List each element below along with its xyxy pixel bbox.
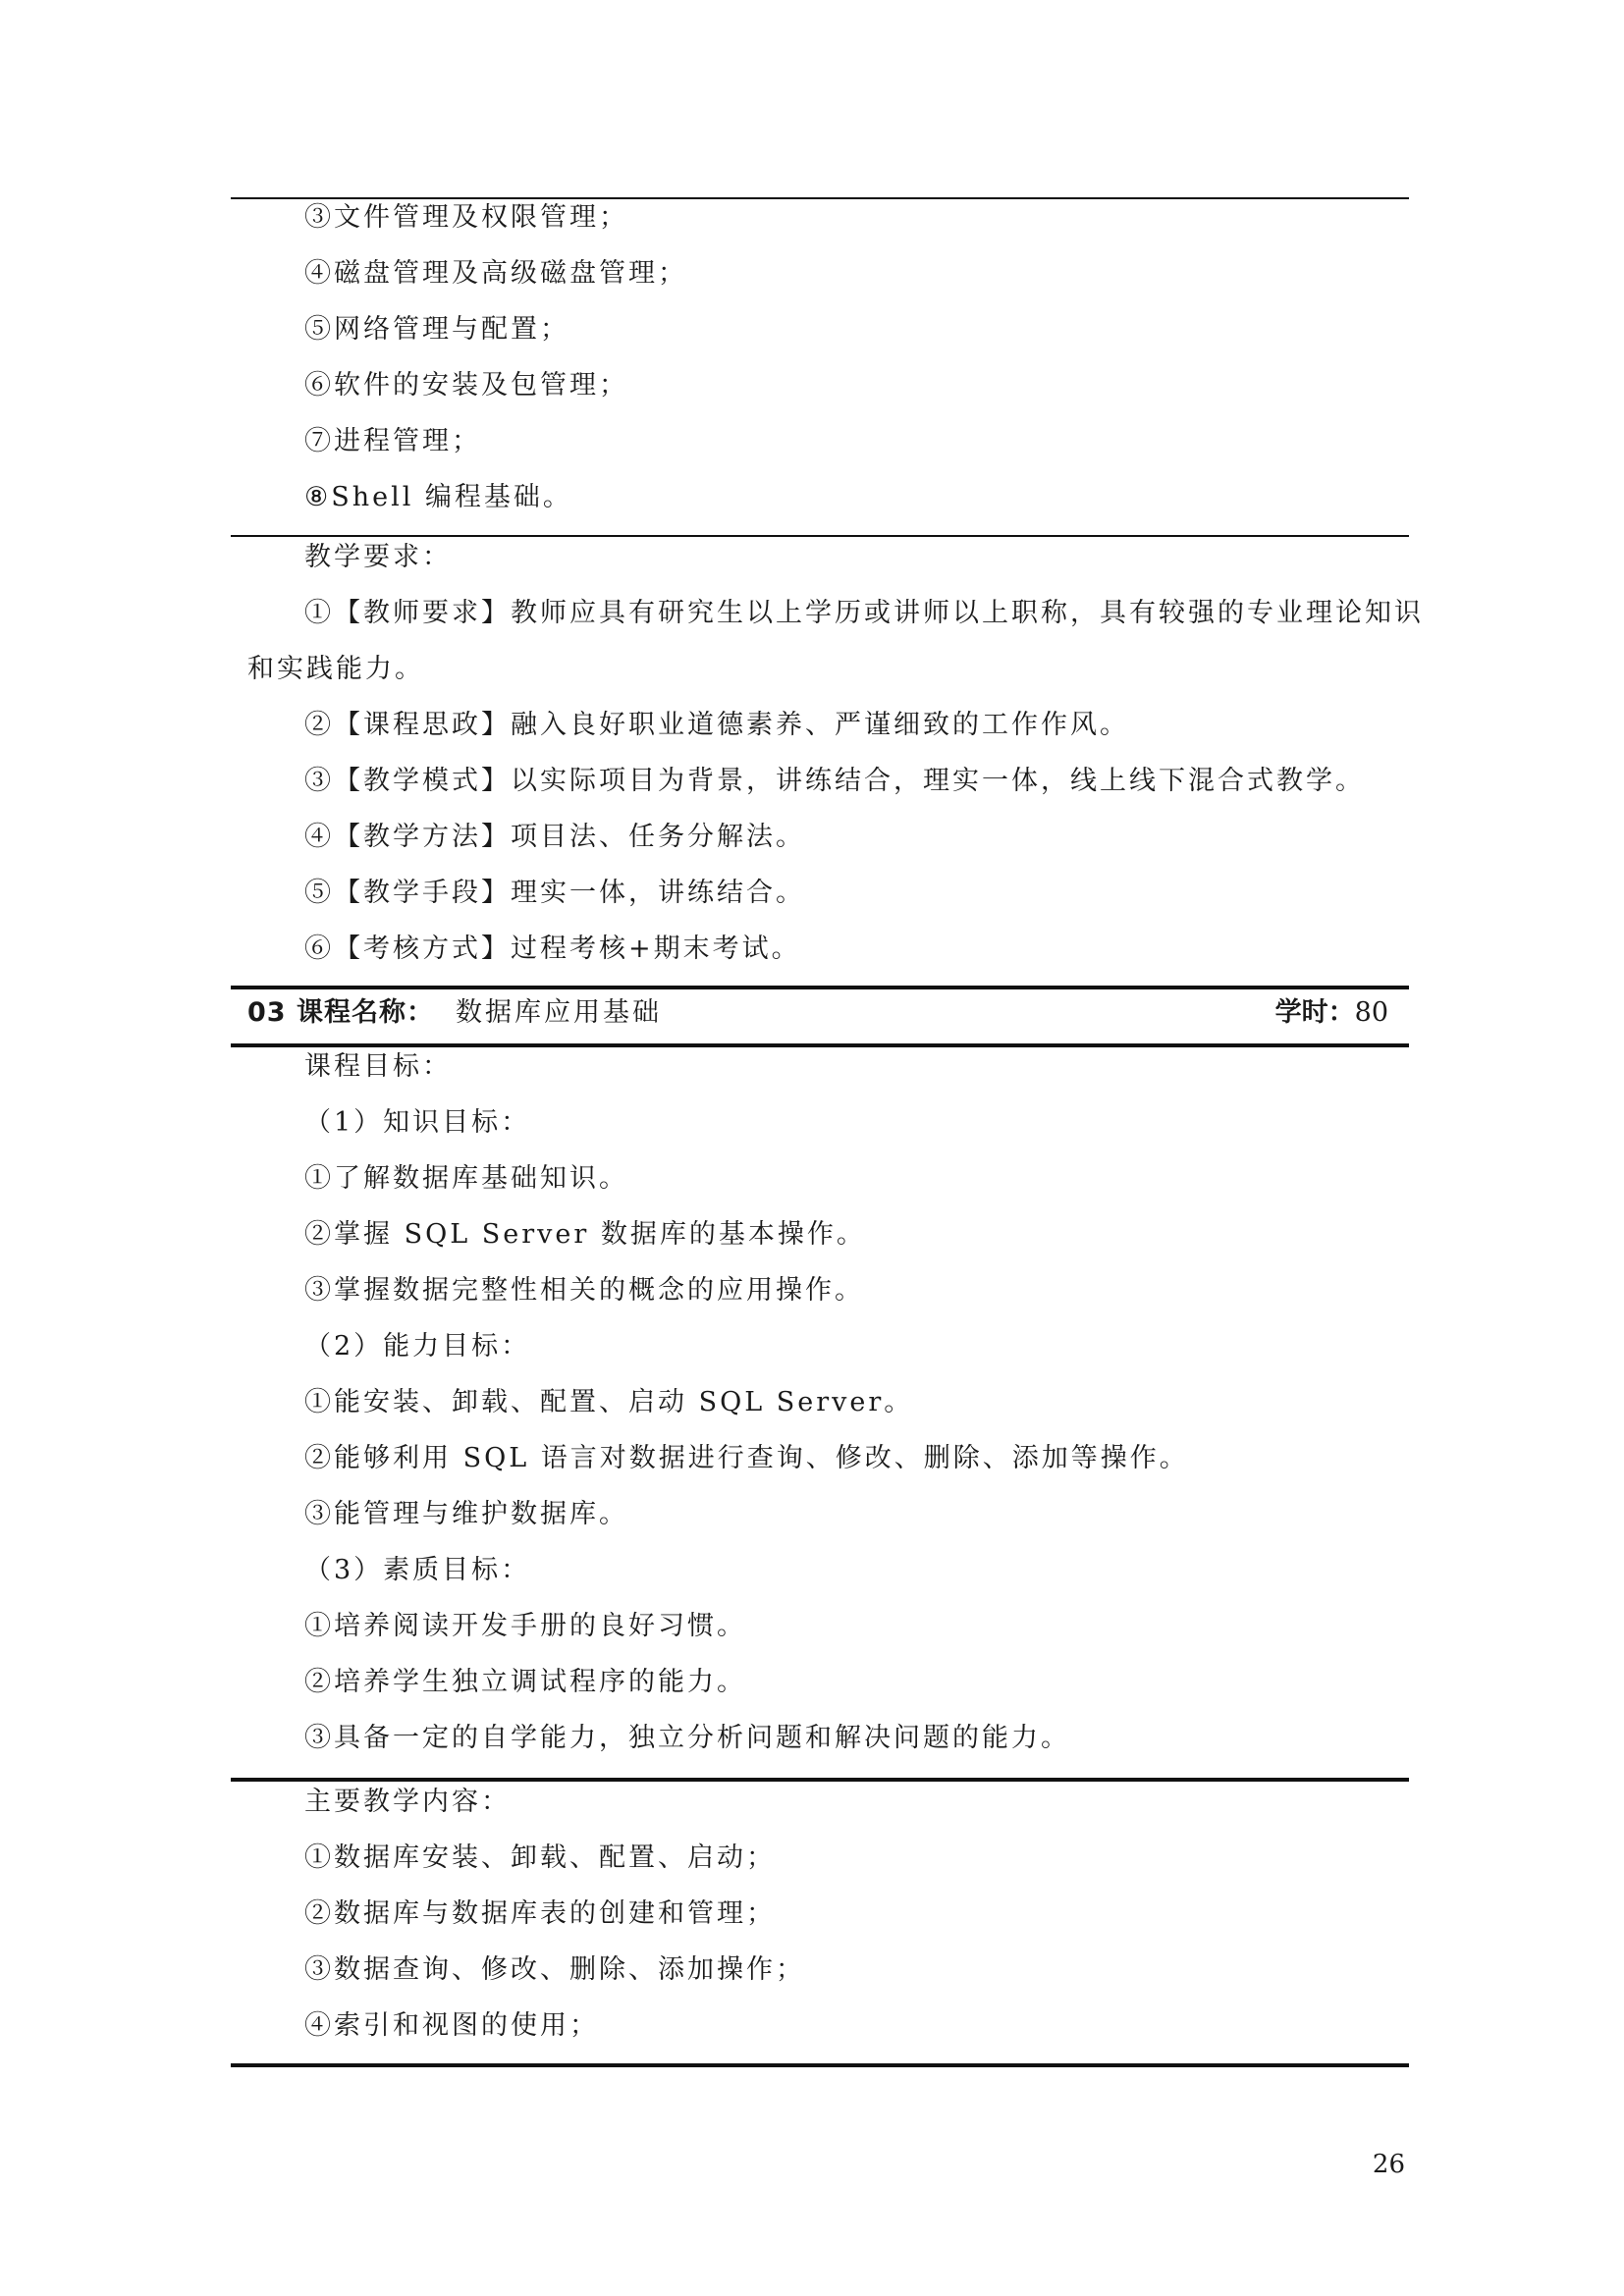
hours-label: 学时： bbox=[1274, 997, 1355, 1028]
requirement-item: ④【教学方法】项目法、任务分解法。 bbox=[304, 822, 805, 852]
requirement-item-continued: 和实践能力。 bbox=[247, 654, 424, 684]
course-label: 03 课程名称： bbox=[247, 997, 434, 1028]
content-item: ⑦进程管理； bbox=[304, 426, 481, 456]
hours-value: 80 bbox=[1354, 997, 1388, 1028]
objective-line: ③掌握数据完整性相关的概念的应用操作。 bbox=[304, 1275, 864, 1306]
course-title: 数据库应用基础 bbox=[456, 997, 662, 1028]
table-rule-thick bbox=[231, 1778, 1409, 1782]
objective-line: ①培养阅读开发手册的良好习惯。 bbox=[304, 1611, 746, 1641]
section-heading: 教学要求： bbox=[304, 542, 452, 572]
requirement-item: ⑤【教学手段】理实一体，讲练结合。 bbox=[304, 878, 805, 908]
table-rule-thick bbox=[231, 2063, 1409, 2067]
table-rule bbox=[231, 197, 1409, 199]
main-content-line: 主要教学内容： bbox=[304, 1787, 511, 1817]
requirement-item: ③【教学模式】以实际项目为背景，讲练结合，理实一体，线上线下混合式教学。 bbox=[304, 766, 1365, 796]
main-content-line: ④索引和视图的使用； bbox=[304, 2010, 599, 2041]
main-content-line: ②数据库与数据库表的创建和管理； bbox=[304, 1898, 776, 1929]
content-item: ⑧Shell 编程基础。 bbox=[304, 482, 572, 512]
objective-line: （3）素质目标： bbox=[304, 1555, 531, 1585]
objective-line: ③能管理与维护数据库。 bbox=[304, 1499, 628, 1529]
content-item: ⑤网络管理与配置； bbox=[304, 314, 569, 345]
main-content-line: ①数据库安装、卸载、配置、启动； bbox=[304, 1842, 776, 1873]
main-content-line: ③数据查询、修改、删除、添加操作； bbox=[304, 1954, 805, 1985]
table-rule-thick bbox=[231, 1043, 1409, 1047]
requirement-item: ②【课程思政】融入良好职业道德素养、严谨细致的工作作风。 bbox=[304, 710, 1129, 740]
objective-line: ①能安装、卸载、配置、启动 SQL Server。 bbox=[304, 1387, 914, 1417]
objective-line: ②能够利用 SQL 语言对数据进行查询、修改、删除、添加等操作。 bbox=[304, 1443, 1189, 1473]
content-item: ③文件管理及权限管理； bbox=[304, 202, 628, 233]
objective-line: ①了解数据库基础知识。 bbox=[304, 1163, 628, 1194]
page-number: 26 bbox=[1372, 2150, 1405, 2179]
content-item: ⑥软件的安装及包管理； bbox=[304, 370, 628, 400]
objective-line: （2）能力目标： bbox=[304, 1331, 531, 1362]
objective-line: （1）知识目标： bbox=[304, 1107, 531, 1138]
course-hours bbox=[1275, 993, 1388, 1033]
objective-line: ②培养学生独立调试程序的能力。 bbox=[304, 1667, 746, 1697]
table-rule-thick bbox=[231, 986, 1409, 989]
objective-line: ②掌握 SQL Server 数据库的基本操作。 bbox=[304, 1219, 866, 1250]
objective-line: 课程目标： bbox=[304, 1051, 452, 1082]
course-header bbox=[247, 993, 1396, 1033]
content-item: ④磁盘管理及高级磁盘管理； bbox=[304, 258, 687, 289]
table-rule bbox=[231, 535, 1409, 537]
requirement-item: ⑥【考核方式】过程考核+期末考试。 bbox=[304, 934, 801, 964]
requirement-item: ①【教师要求】教师应具有研究生以上学历或讲师以上职称，具有较强的专业理论知识 bbox=[304, 598, 1424, 628]
objective-line: ③具备一定的自学能力，独立分析问题和解决问题的能力。 bbox=[304, 1723, 1070, 1753]
